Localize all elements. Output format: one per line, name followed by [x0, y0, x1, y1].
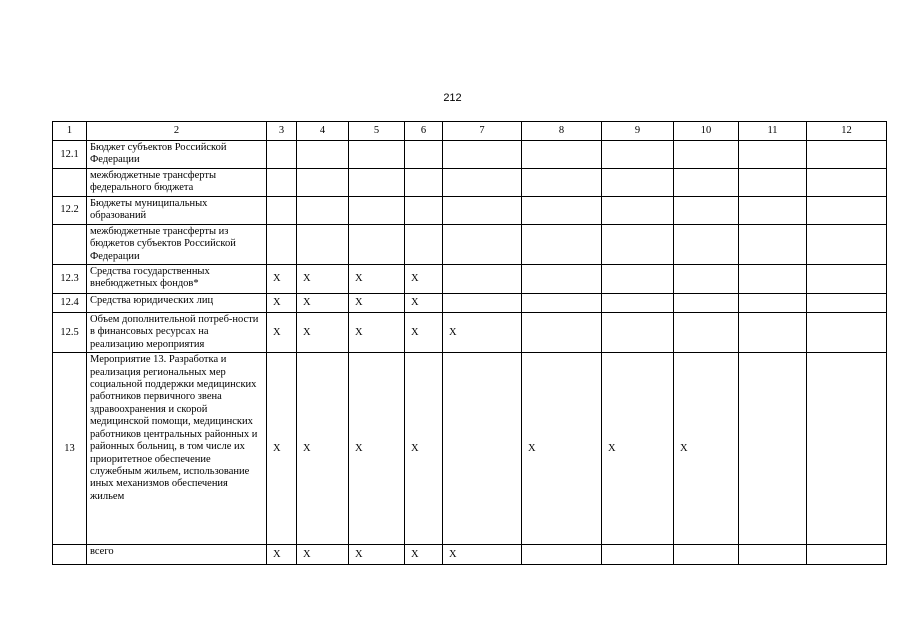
cell-col-10 [674, 313, 739, 353]
cell-col-8 [522, 545, 602, 565]
cell-col-4: X [297, 353, 349, 545]
row-description: Средства государственных внебюджетных фондов* [87, 265, 267, 294]
cell-col-8 [522, 265, 602, 294]
column-header-7: 7 [443, 122, 522, 141]
column-header-12: 12 [807, 122, 887, 141]
cell-col-7 [443, 265, 522, 294]
row-description: межбюджетные трансферты федерального бюджета [87, 169, 267, 197]
cell-col-9: X [602, 353, 674, 545]
row-number: 12.5 [53, 313, 87, 353]
cell-col-4: X [297, 265, 349, 294]
cell-col-3: X [267, 353, 297, 545]
cell-col-10 [674, 265, 739, 294]
row-description: Бюджет субъектов Российской Федерации [87, 141, 267, 169]
cell-col-8 [522, 294, 602, 313]
cell-col-5: X [349, 353, 405, 545]
table-row [53, 169, 887, 197]
cell-col-8 [522, 313, 602, 353]
cell-col-6: X [405, 545, 443, 565]
table-body [53, 122, 887, 565]
cell-col-6: X [405, 294, 443, 313]
cell-col-5 [349, 224, 405, 264]
cell-col-4: X [297, 313, 349, 353]
table-row [53, 545, 887, 565]
column-header-4: 4 [297, 122, 349, 141]
cell-col-11 [739, 353, 807, 545]
cell-col-11 [739, 224, 807, 264]
cell-col-6: X [405, 313, 443, 353]
cell-col-7 [443, 224, 522, 264]
cell-col-8 [522, 169, 602, 197]
cell-col-12 [807, 265, 887, 294]
table-row [53, 353, 887, 545]
cell-col-8 [522, 224, 602, 264]
column-header-2: 2 [87, 122, 267, 141]
row-description: Мероприятие 13. Разработка и реализация региональных мер социальной поддержки медицинских работников первичного звена здравоохранения и скорой медицинской помощи, медицинских работников центральных районных и районных больниц, в том числе их приоритетное обеспечение служебным жильем, использование иных механизмов обеспечения жильем [87, 353, 267, 545]
column-header-6: 6 [405, 122, 443, 141]
cell-col-3: X [267, 545, 297, 565]
column-header-8: 8 [522, 122, 602, 141]
row-number: 12.4 [53, 294, 87, 313]
column-header-9: 9 [602, 122, 674, 141]
cell-col-12 [807, 196, 887, 224]
cell-col-9 [602, 265, 674, 294]
cell-col-9 [602, 169, 674, 197]
cell-col-4: X [297, 545, 349, 565]
cell-col-8: X [522, 353, 602, 545]
cell-col-3 [267, 196, 297, 224]
cell-col-8 [522, 141, 602, 169]
cell-col-5 [349, 196, 405, 224]
table-row [53, 313, 887, 353]
cell-col-9 [602, 294, 674, 313]
cell-col-11 [739, 169, 807, 197]
cell-col-3 [267, 141, 297, 169]
cell-col-9 [602, 141, 674, 169]
cell-col-11 [739, 196, 807, 224]
cell-col-10 [674, 196, 739, 224]
cell-col-6: X [405, 353, 443, 545]
table-row [53, 265, 887, 294]
table-row [53, 196, 887, 224]
cell-col-7 [443, 141, 522, 169]
page-number: 212 [443, 92, 462, 104]
header-row [53, 122, 887, 141]
cell-col-6: X [405, 265, 443, 294]
row-number [53, 545, 87, 565]
row-description: Бюджеты муниципальных образований [87, 196, 267, 224]
cell-col-3 [267, 169, 297, 197]
cell-col-11 [739, 265, 807, 294]
column-header-3: 3 [267, 122, 297, 141]
cell-col-9 [602, 196, 674, 224]
cell-col-5 [349, 169, 405, 197]
cell-col-12 [807, 545, 887, 565]
cell-col-5: X [349, 313, 405, 353]
row-number: 13 [53, 353, 87, 545]
row-description: межбюджетные трансферты из бюджетов субъектов Российской Федерации [87, 224, 267, 264]
cell-col-4 [297, 196, 349, 224]
row-number: 12.3 [53, 265, 87, 294]
table-row [53, 224, 887, 264]
column-header-11: 11 [739, 122, 807, 141]
row-description: Объем дополнительной потреб-ности в финансовых ресурсах на реализацию мероприятия [87, 313, 267, 353]
cell-col-11 [739, 545, 807, 565]
cell-col-7 [443, 196, 522, 224]
cell-col-7 [443, 294, 522, 313]
cell-col-12 [807, 313, 887, 353]
cell-col-7: X [443, 545, 522, 565]
cell-col-9 [602, 545, 674, 565]
cell-col-3 [267, 224, 297, 264]
cell-col-3: X [267, 313, 297, 353]
cell-col-5: X [349, 265, 405, 294]
cell-col-4 [297, 141, 349, 169]
cell-col-7 [443, 353, 522, 545]
cell-col-4 [297, 224, 349, 264]
cell-col-11 [739, 141, 807, 169]
cell-col-5 [349, 141, 405, 169]
cell-col-10 [674, 545, 739, 565]
cell-col-10 [674, 224, 739, 264]
row-description: Средства юридических лиц [87, 294, 267, 313]
cell-col-11 [739, 294, 807, 313]
cell-col-9 [602, 224, 674, 264]
cell-col-10 [674, 169, 739, 197]
cell-col-10 [674, 141, 739, 169]
cell-col-6 [405, 141, 443, 169]
cell-col-12 [807, 353, 887, 545]
cell-col-10: X [674, 353, 739, 545]
cell-col-7: X [443, 313, 522, 353]
cell-col-9 [602, 313, 674, 353]
column-header-5: 5 [349, 122, 405, 141]
cell-col-5: X [349, 294, 405, 313]
cell-col-6 [405, 224, 443, 264]
cell-col-12 [807, 141, 887, 169]
table-row [53, 294, 887, 313]
column-header-10: 10 [674, 122, 739, 141]
cell-col-3: X [267, 265, 297, 294]
cell-col-11 [739, 313, 807, 353]
cell-col-3: X [267, 294, 297, 313]
cell-col-4 [297, 169, 349, 197]
cell-col-12 [807, 169, 887, 197]
cell-col-6 [405, 196, 443, 224]
row-description: всего [87, 545, 267, 565]
cell-col-10 [674, 294, 739, 313]
cell-col-8 [522, 196, 602, 224]
cell-col-7 [443, 169, 522, 197]
cell-col-12 [807, 294, 887, 313]
row-number: 12.2 [53, 196, 87, 224]
row-number [53, 224, 87, 264]
table-row [53, 141, 887, 169]
cell-col-12 [807, 224, 887, 264]
cell-col-6 [405, 169, 443, 197]
cell-col-5: X [349, 545, 405, 565]
row-number: 12.1 [53, 141, 87, 169]
cell-col-4: X [297, 294, 349, 313]
budget-table [52, 121, 887, 565]
column-header-1: 1 [53, 122, 87, 141]
row-number [53, 169, 87, 197]
